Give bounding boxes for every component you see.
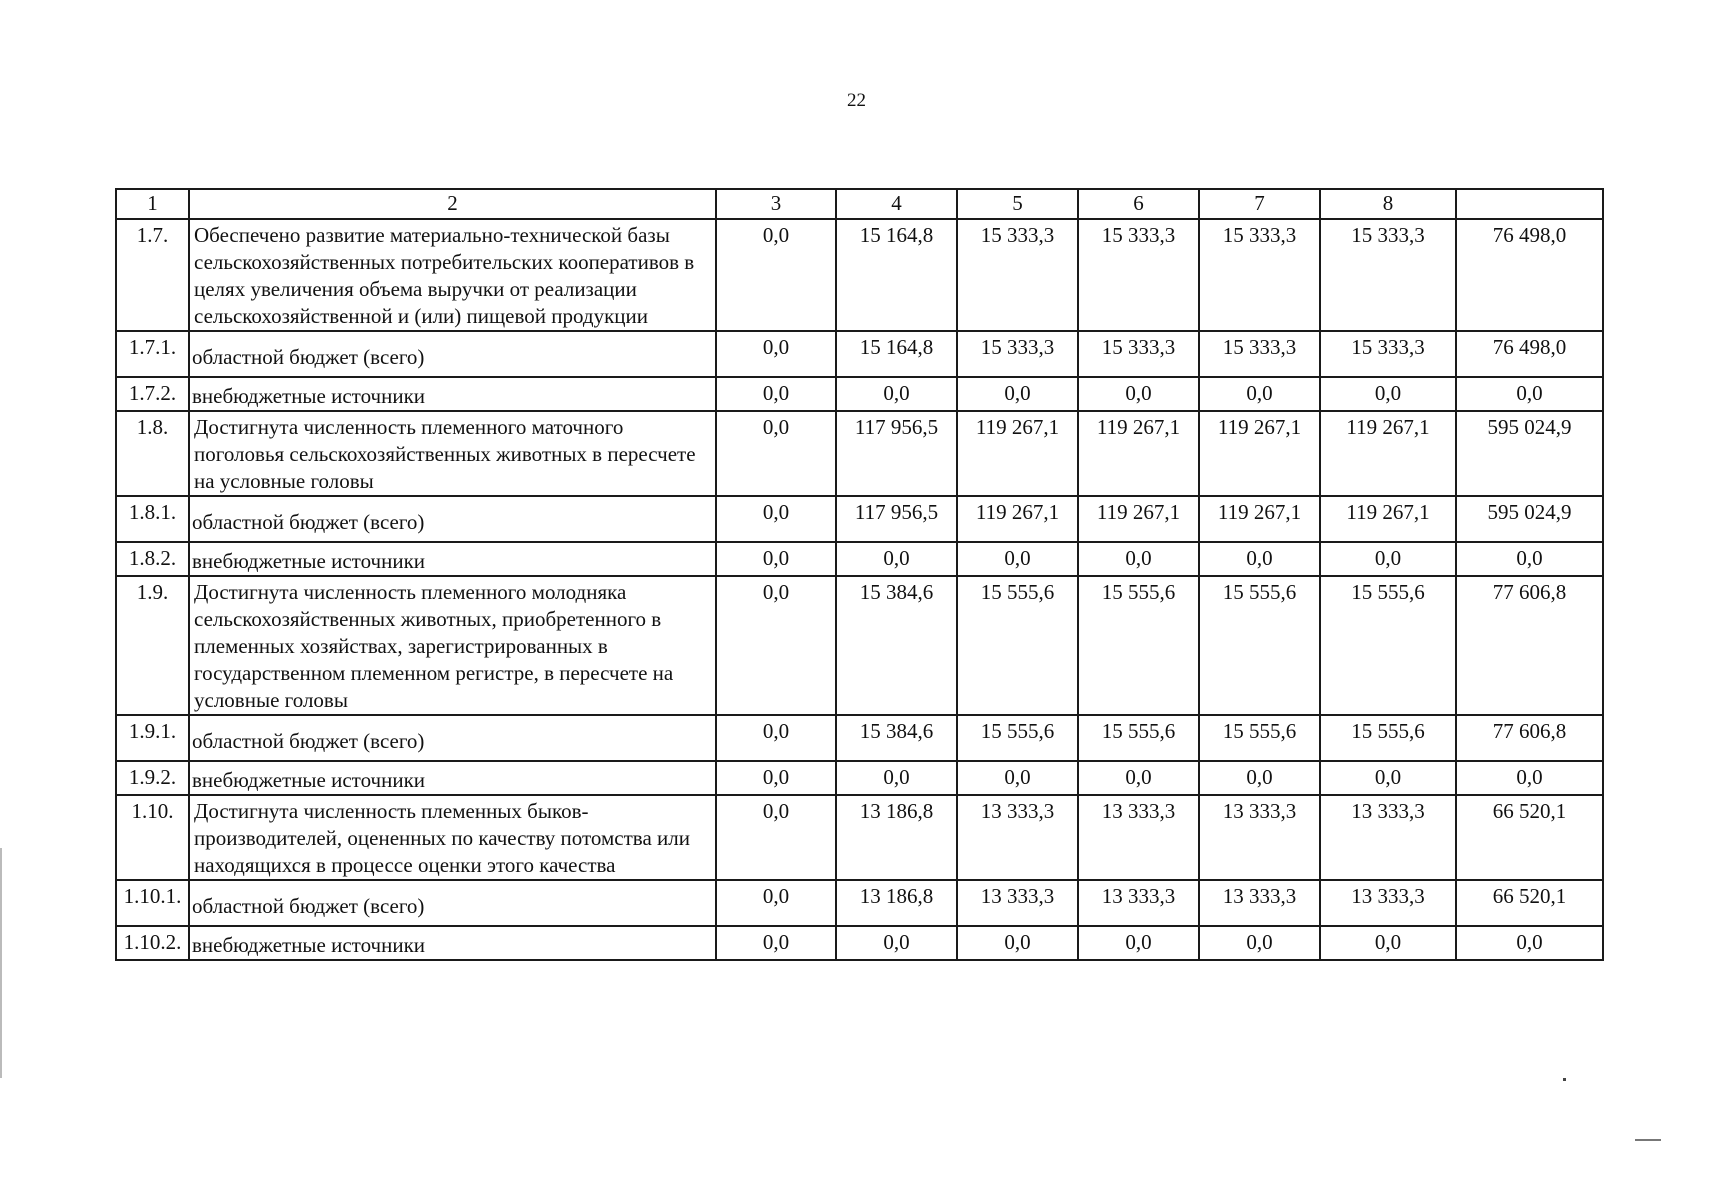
row-code: 1.10.1. — [116, 880, 189, 926]
value-cell: 0,0 — [957, 926, 1078, 960]
value-cell: 0,0 — [836, 542, 957, 576]
total-cell: 595 024,9 — [1456, 496, 1603, 542]
value-cell: 0,0 — [957, 542, 1078, 576]
row-description-text: внебюджетные источники — [192, 933, 426, 957]
row-description — [189, 542, 716, 576]
table-row — [116, 926, 1603, 960]
table-row — [116, 411, 1603, 496]
value-cell: 15 333,3 — [1199, 219, 1320, 331]
row-code: 1.7.1. — [116, 331, 189, 377]
total-cell: 77 606,8 — [1456, 715, 1603, 761]
table-row — [116, 761, 1603, 795]
value-cell: 15 333,3 — [1320, 219, 1456, 331]
value-cell: 0,0 — [1320, 542, 1456, 576]
column-number-row — [116, 189, 1603, 219]
row-description — [189, 761, 716, 795]
header-cell — [1456, 189, 1603, 219]
row-code: 1.10.2. — [116, 926, 189, 960]
value-cell: 119 267,1 — [1199, 411, 1320, 496]
header-cell: 4 — [836, 189, 957, 219]
value-cell: 0,0 — [957, 377, 1078, 411]
value-cell: 13 333,3 — [1320, 795, 1456, 880]
row-description-text: внебюджетные источники — [192, 384, 426, 408]
value-cell: 15 333,3 — [1078, 219, 1199, 331]
value-cell: 119 267,1 — [1320, 496, 1456, 542]
total-cell: 66 520,1 — [1456, 795, 1603, 880]
value-cell: 15 384,6 — [836, 576, 957, 715]
value-cell: 0,0 — [1199, 926, 1320, 960]
table-row — [116, 880, 1603, 926]
value-cell: 119 267,1 — [957, 411, 1078, 496]
value-cell: 0,0 — [716, 377, 836, 411]
row-description: Достигнута численность племенных быков-производителей, оцененных по качеству потомства или находящихся в процессе оценки этого качества — [189, 795, 716, 880]
value-cell: 15 333,3 — [957, 331, 1078, 377]
value-cell: 0,0 — [716, 219, 836, 331]
table-row — [116, 331, 1603, 377]
value-cell: 0,0 — [716, 411, 836, 496]
table-row — [116, 542, 1603, 576]
value-cell: 0,0 — [1078, 377, 1199, 411]
value-cell: 0,0 — [1320, 926, 1456, 960]
value-cell: 0,0 — [1199, 542, 1320, 576]
value-cell: 15 555,6 — [957, 576, 1078, 715]
row-description — [189, 926, 716, 960]
row-code: 1.10. — [116, 795, 189, 880]
value-cell: 15 555,6 — [1199, 576, 1320, 715]
value-cell: 15 164,8 — [836, 219, 957, 331]
header-cell: 8 — [1320, 189, 1456, 219]
value-cell: 0,0 — [716, 795, 836, 880]
value-cell: 0,0 — [836, 377, 957, 411]
total-cell: 595 024,9 — [1456, 411, 1603, 496]
table-row — [116, 496, 1603, 542]
header-cell: 5 — [957, 189, 1078, 219]
value-cell: 0,0 — [1320, 377, 1456, 411]
total-cell: 76 498,0 — [1456, 219, 1603, 331]
value-cell: 0,0 — [836, 761, 957, 795]
header-cell: 3 — [716, 189, 836, 219]
value-cell: 0,0 — [1078, 926, 1199, 960]
value-cell: 15 555,6 — [1320, 576, 1456, 715]
header-cell: 7 — [1199, 189, 1320, 219]
value-cell: 15 555,6 — [1078, 715, 1199, 761]
budget-table — [115, 188, 1604, 961]
header-cell: 6 — [1078, 189, 1199, 219]
row-description-text: внебюджетные источники — [192, 768, 426, 792]
table-row — [116, 715, 1603, 761]
value-cell: 0,0 — [716, 331, 836, 377]
value-cell: 13 333,3 — [1199, 795, 1320, 880]
row-description-text: областной бюджет (всего) — [192, 894, 425, 918]
value-cell: 15 555,6 — [957, 715, 1078, 761]
value-cell: 0,0 — [1199, 377, 1320, 411]
row-description-text: областной бюджет (всего) — [192, 510, 425, 534]
value-cell: 117 956,5 — [836, 411, 957, 496]
row-code: 1.9.1. — [116, 715, 189, 761]
value-cell: 0,0 — [1078, 542, 1199, 576]
value-cell: 13 333,3 — [1320, 880, 1456, 926]
scan-mark — [0, 848, 2, 1078]
value-cell: 0,0 — [716, 880, 836, 926]
row-code: 1.8.2. — [116, 542, 189, 576]
row-description — [189, 496, 716, 542]
total-cell: 0,0 — [1456, 542, 1603, 576]
value-cell: 119 267,1 — [1320, 411, 1456, 496]
value-cell: 15 333,3 — [1078, 331, 1199, 377]
value-cell: 119 267,1 — [1199, 496, 1320, 542]
value-cell: 15 555,6 — [1320, 715, 1456, 761]
page-number: 22 — [847, 90, 866, 111]
total-cell: 0,0 — [1456, 377, 1603, 411]
row-code: 1.9. — [116, 576, 189, 715]
table-row — [116, 795, 1603, 880]
row-description: Обеспечено развитие материально-технической базы сельскохозяйственных потребительских кооперативов в целях увеличения объема выручки от реализации сельскохозяйственной и (или) пищевой продукции — [189, 219, 716, 331]
header-cell: 1 — [116, 189, 189, 219]
value-cell: 0,0 — [1078, 761, 1199, 795]
value-cell: 0,0 — [1320, 761, 1456, 795]
value-cell: 117 956,5 — [836, 496, 957, 542]
value-cell: 15 555,6 — [1199, 715, 1320, 761]
row-description — [189, 377, 716, 411]
value-cell: 13 333,3 — [957, 795, 1078, 880]
scan-mark — [1563, 1078, 1566, 1081]
value-cell: 0,0 — [1199, 761, 1320, 795]
value-cell: 15 555,6 — [1078, 576, 1199, 715]
table-row — [116, 219, 1603, 331]
value-cell: 0,0 — [716, 715, 836, 761]
value-cell: 15 333,3 — [957, 219, 1078, 331]
value-cell: 119 267,1 — [1078, 496, 1199, 542]
value-cell: 0,0 — [716, 542, 836, 576]
scan-mark — [1635, 1139, 1661, 1141]
value-cell: 0,0 — [716, 576, 836, 715]
value-cell: 15 333,3 — [1320, 331, 1456, 377]
value-cell: 13 333,3 — [1199, 880, 1320, 926]
value-cell: 0,0 — [716, 926, 836, 960]
row-description — [189, 715, 716, 761]
total-cell: 0,0 — [1456, 926, 1603, 960]
row-code: 1.7. — [116, 219, 189, 331]
row-description: Достигнута численность племенного молодняка сельскохозяйственных животных, приобретенного в племенных хозяйствах, зарегистрированных в государственном племенном регистре, в пересчете на условные головы — [189, 576, 716, 715]
value-cell: 15 384,6 — [836, 715, 957, 761]
row-description-text: областной бюджет (всего) — [192, 345, 425, 369]
table-row — [116, 576, 1603, 715]
value-cell: 0,0 — [716, 761, 836, 795]
value-cell: 13 333,3 — [1078, 880, 1199, 926]
row-code: 1.8. — [116, 411, 189, 496]
value-cell: 13 333,3 — [957, 880, 1078, 926]
row-description — [189, 880, 716, 926]
value-cell: 0,0 — [836, 926, 957, 960]
row-description-text: внебюджетные источники — [192, 549, 426, 573]
value-cell: 15 164,8 — [836, 331, 957, 377]
row-description-text: областной бюджет (всего) — [192, 729, 425, 753]
value-cell: 15 333,3 — [1199, 331, 1320, 377]
value-cell: 13 333,3 — [1078, 795, 1199, 880]
header-cell: 2 — [189, 189, 716, 219]
value-cell: 0,0 — [957, 761, 1078, 795]
total-cell: 66 520,1 — [1456, 880, 1603, 926]
row-code: 1.7.2. — [116, 377, 189, 411]
row-description — [189, 331, 716, 377]
value-cell: 13 186,8 — [836, 795, 957, 880]
row-code: 1.9.2. — [116, 761, 189, 795]
total-cell: 77 606,8 — [1456, 576, 1603, 715]
row-description: Достигнута численность племенного маточного поголовья сельскохозяйственных животных в пересчете на условные головы — [189, 411, 716, 496]
total-cell: 0,0 — [1456, 761, 1603, 795]
row-code: 1.8.1. — [116, 496, 189, 542]
value-cell: 119 267,1 — [957, 496, 1078, 542]
value-cell: 13 186,8 — [836, 880, 957, 926]
value-cell: 0,0 — [716, 496, 836, 542]
value-cell: 119 267,1 — [1078, 411, 1199, 496]
total-cell: 76 498,0 — [1456, 331, 1603, 377]
table-row — [116, 377, 1603, 411]
